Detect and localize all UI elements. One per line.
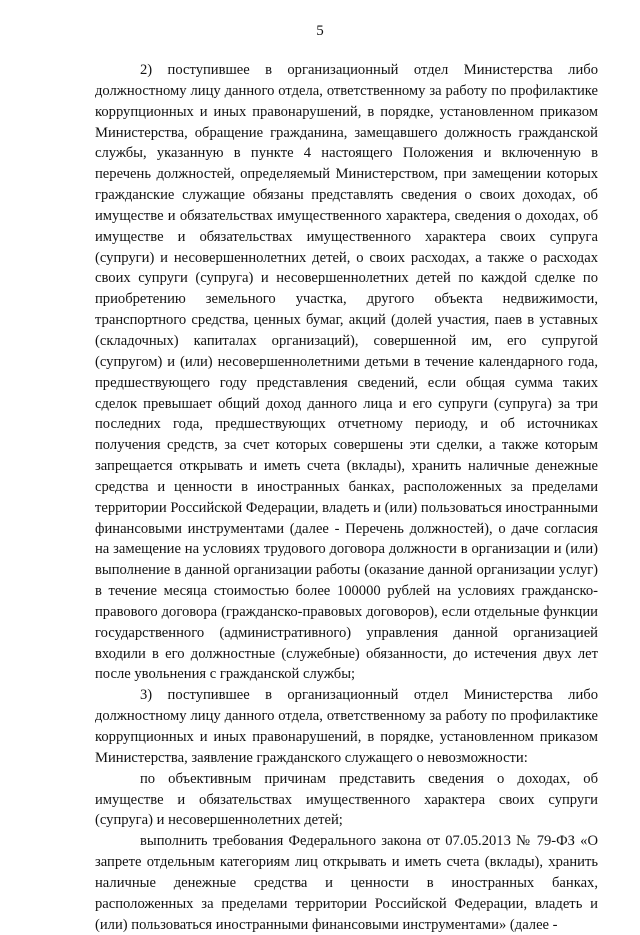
paragraph-subitem-objective-reasons: по объективным причинам представить сведения о доходах, об имуществе и обязательствах имущественного характера своих супруги (супруга) и несовершеннолетних детей; bbox=[95, 770, 598, 829]
paragraph-item-2: 2) поступившее в организационный отдел Министерства либо должностному лицу данного отдела, ответственному за работу по профилактике коррупционных и иных правонарушений, в порядке, установленном приказом Министерства, обращение гражданина, замещавшего должность гражданской службы, указанную в пункте 4 настоящего Положения и включенную в перечень должностей, определяемый Министерством, при замещении которых гражданские служащие обязаны представлять сведения о своих доходах, об имуществе и обязательствах имущественного характера, сведения о доходах, об имуществе и обязательствах имущественного характера своих супруга (супруги) и несовершеннолетних детей, о своих расходах, а также о расходах своих супруги (супруга) и несовершеннолетних детей по каждой сделке по приобретению земельного участка, другого объекта недвижимости, транспортного средства, ценных бумаг, акций (долей участия, паев в уставных (складочных) капиталах организаций), совершенной им, его супругой (супругом) и (или) несовершеннолетними детьми в течение календарного года, предшествующего году представления сведений, если общая сумма таких сделок превышает общий доход данного лица и его супруги (супруга) за три последних года, предшествующих отчетному периоду, и об источниках получения средств, за счет которых совершены эти сделки, а также которым запрещается открывать и иметь счета (вклады), хранить наличные денежные средства и ценности в иностранных банках, расположенных за пределами территории Российской Федерации, владеть и (или) пользоваться иностранными финансовыми инструментами (далее - Перечень должностей), о даче согласия на замещение на условиях трудового договора должности в организации и (или) выполнение в данной организации работы (оказание данной организации услуг) в течение месяца стоимостью более 100000 рублей на условиях гражданско-правового договора (гражданско-правовых договоров), если отдельные функции государственного (административного) управления данной организацией входили в его должностные (служебные) обязанности, до истечения двух лет после увольнения с гражданской службы; bbox=[95, 62, 598, 683]
page-number: 5 bbox=[316, 23, 324, 39]
paragraph-item-3: 3) поступившее в организационный отдел Министерства либо должностному лицу данного отдела, ответственному за работу по профилактике коррупционных и иных правонарушений, в порядке, установленном приказом Министерства, заявление гражданского служащего о невозможности: bbox=[95, 687, 598, 766]
document-body bbox=[95, 60, 598, 935]
paragraph-subitem-federal-law: выполнить требования Федерального закона от 07.05.2013 № 79-ФЗ «О запрете отдельным категориям лиц открывать и иметь счета (вклады), хранить наличные денежные средства и ценности в иностранных банках, расположенных за пределами территории Российской Федерации, владеть и (или) пользоваться иностранными финансовыми инструментами» (далее - bbox=[95, 833, 598, 933]
